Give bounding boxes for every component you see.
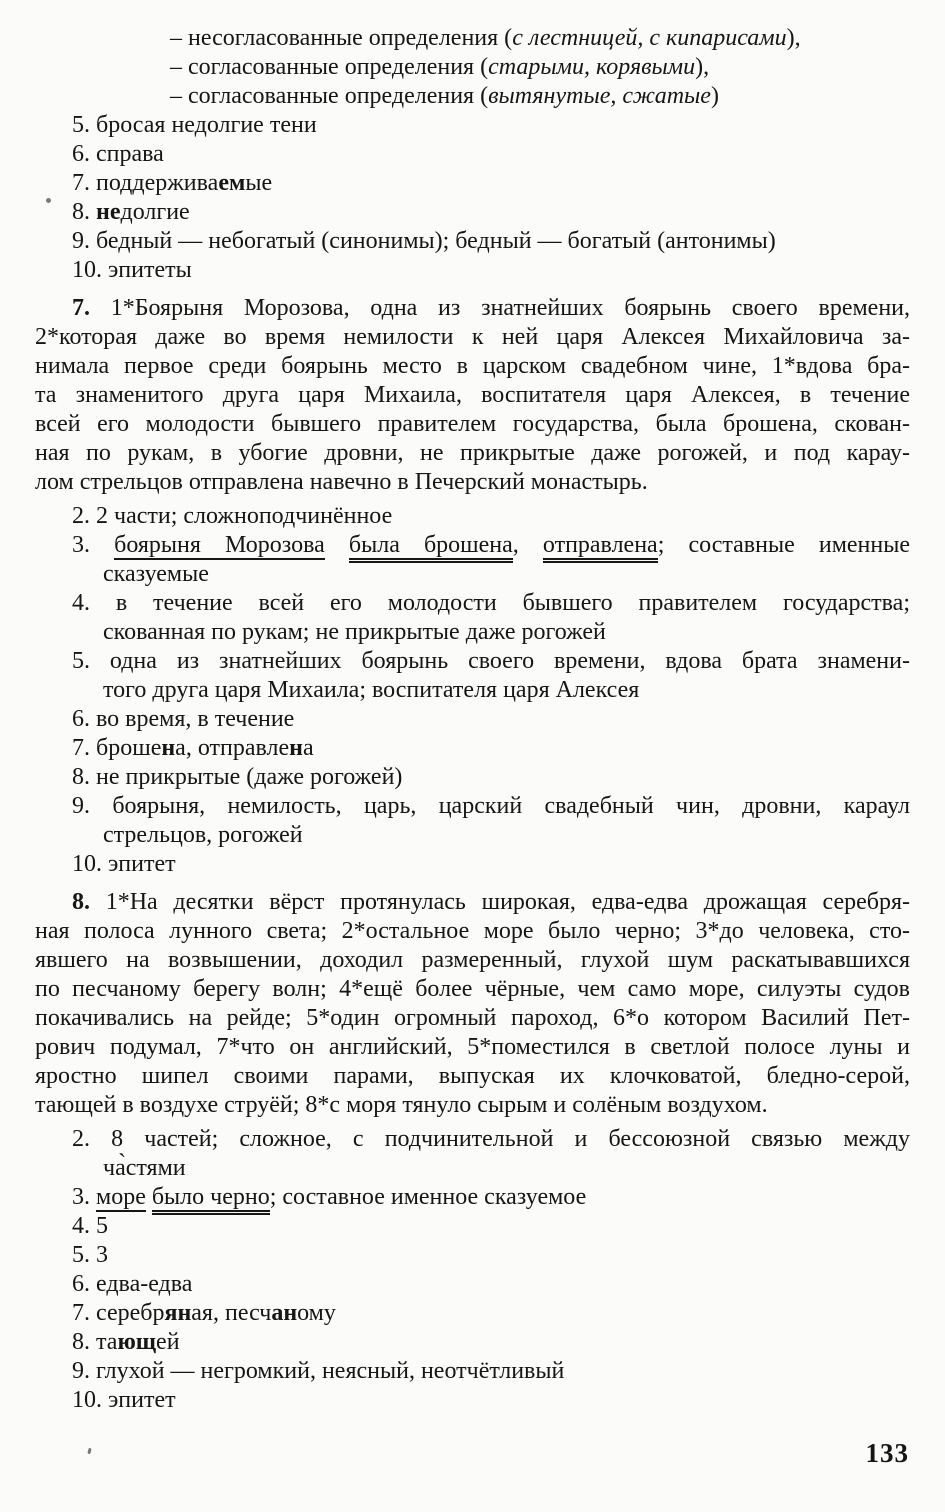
text-segment: 5. одна из знатнейших боярынь своего времени, вдова брата знамени- bbox=[72, 648, 910, 674]
text-line bbox=[35, 1328, 910, 1357]
text-segment: 7. броше bbox=[72, 735, 162, 761]
text-line bbox=[35, 734, 910, 763]
text-line bbox=[35, 618, 910, 647]
text-segment: 4. 5 bbox=[72, 1213, 108, 1239]
page-number: 133 bbox=[865, 1438, 909, 1468]
text-segment: явшего на возвышении, доходил размеренный, глухой шум раскатывавшихся bbox=[35, 947, 910, 973]
text-line bbox=[35, 410, 910, 439]
scan-speck bbox=[87, 1448, 91, 1455]
text-segment: вытянутые, сжатые bbox=[488, 83, 711, 109]
scan-speck bbox=[46, 198, 51, 203]
text-segment: 2. 8 частей; сложное, с подчинительной и бессоюзной связью между bbox=[72, 1126, 910, 1152]
text-segment: ), bbox=[786, 25, 801, 51]
text-line bbox=[35, 946, 910, 975]
text-segment: та знаменитого друга царя Михаила, воспитателя царя Алексея, в течение bbox=[35, 382, 910, 408]
text-line bbox=[35, 1091, 910, 1120]
text-segment: отправлена bbox=[543, 532, 658, 563]
text-segment: ; составные именные bbox=[657, 532, 911, 558]
text-segment: 2. 2 части; сложноподчинённое bbox=[72, 503, 393, 529]
text-segment: 3. bbox=[72, 532, 115, 558]
text-line bbox=[35, 1270, 910, 1299]
dash-definitions-list bbox=[35, 24, 910, 111]
text-segment: 8. bbox=[72, 889, 106, 915]
text-segment: ая, песч bbox=[191, 1300, 272, 1326]
exercise-8-answer-list bbox=[35, 1125, 910, 1415]
text-line bbox=[35, 502, 910, 531]
text-segment: ча̀стями bbox=[103, 1155, 186, 1181]
text-line bbox=[35, 468, 910, 497]
text-segment: 10. эпитет bbox=[72, 851, 176, 877]
text-segment: тающей в воздухе струёй; 8*с моря тянуло сырым и солёным воздухом. bbox=[35, 1092, 768, 1118]
text-line bbox=[35, 111, 910, 140]
text-line bbox=[35, 647, 910, 676]
text-segment: ющ bbox=[117, 1329, 157, 1355]
text-line bbox=[35, 1004, 910, 1033]
text-segment: 6. во время, в течение bbox=[72, 706, 295, 732]
text-segment: рович подумал, 7*что он английский, 5*поместился в светлой полосе луны и bbox=[35, 1034, 910, 1060]
text-segment: ная по рукам, в убогие дровни, не прикрытые даже рогожей, и под карау- bbox=[35, 440, 910, 466]
text-line bbox=[35, 888, 910, 917]
text-segment: было черно bbox=[152, 1184, 270, 1215]
text-segment: ), bbox=[695, 54, 710, 80]
text-segment: 7. серебр bbox=[72, 1300, 165, 1326]
text-segment: – несогласованные определения ( bbox=[170, 25, 513, 51]
text-segment: старыми, корявыми bbox=[488, 54, 696, 80]
text-line bbox=[35, 917, 910, 946]
text-segment: ем bbox=[218, 170, 246, 196]
text-line bbox=[35, 169, 910, 198]
text-segment: ная полоса лунного света; 2*остальное море было черно; 3*до человека, сто- bbox=[35, 918, 910, 944]
text-line bbox=[35, 792, 910, 821]
text-segment: сказуемые bbox=[103, 561, 209, 587]
exercise-7-restored-text bbox=[35, 294, 910, 497]
text-line bbox=[35, 352, 910, 381]
text-line bbox=[35, 1386, 910, 1415]
text-segment: ан bbox=[271, 1300, 298, 1326]
text-segment: 2*которая даже во время немилости к ней царя Алексея Михайловича за- bbox=[35, 324, 910, 350]
exercise-7-answer-list bbox=[35, 502, 910, 879]
text-line bbox=[35, 227, 910, 256]
text-segment: по песчаному берегу волн; 4*ещё более чёрные, чем само море, силуэты судов bbox=[35, 976, 910, 1002]
text-segment: того друга царя Михаила; воспитателя царя Алексея bbox=[103, 677, 640, 703]
text-segment: нимала первое среди боярынь место в царском свадебном чине, 1*вдова бра- bbox=[35, 353, 910, 379]
text-segment: – согласованные определения ( bbox=[170, 54, 489, 80]
text-segment: боярыня Морозова bbox=[114, 532, 325, 558]
text-segment: 5. 3 bbox=[72, 1242, 108, 1268]
text-segment: 7. bbox=[72, 295, 111, 321]
page-content bbox=[35, 24, 910, 1415]
text-line bbox=[35, 1062, 910, 1091]
text-segment: стрельцов, рогожей bbox=[103, 822, 303, 848]
text-segment: 6. едва-едва bbox=[72, 1271, 193, 1297]
text-segment: море bbox=[96, 1184, 146, 1210]
text-line bbox=[35, 676, 910, 705]
exercise-8-restored-text bbox=[35, 888, 910, 1120]
text-segment: ые bbox=[245, 170, 273, 196]
text-line bbox=[35, 560, 910, 589]
text-segment: покачивались на рейде; 5*один огромный пароход, 6*о котором Василий Пет- bbox=[35, 1005, 910, 1031]
text-line bbox=[35, 1154, 910, 1183]
text-line bbox=[35, 821, 910, 850]
text-line bbox=[35, 24, 910, 53]
text-segment: 10. эпитеты bbox=[72, 257, 192, 283]
answer-list-items-5-10 bbox=[35, 111, 910, 285]
text-segment: 5. бросая недолгие тени bbox=[72, 112, 317, 138]
text-segment: лом стрельцов отправлена навечно в Печерский монастырь. bbox=[35, 469, 648, 495]
text-segment: ; составное именное сказуемое bbox=[269, 1184, 587, 1210]
text-segment: ей bbox=[156, 1329, 180, 1355]
text-line bbox=[35, 294, 910, 323]
text-segment bbox=[325, 532, 349, 558]
text-segment: н bbox=[289, 735, 303, 761]
text-line bbox=[35, 1357, 910, 1386]
text-segment: долгие bbox=[120, 199, 190, 225]
text-segment: 9. бедный — небогатый (синонимы); бедный — богатый (антонимы) bbox=[72, 228, 776, 254]
text-segment: ) bbox=[710, 83, 719, 109]
text-segment: 8. bbox=[72, 199, 96, 225]
text-segment: ому bbox=[297, 1300, 336, 1326]
text-segment: , bbox=[512, 532, 543, 558]
text-line bbox=[35, 439, 910, 468]
text-line bbox=[35, 53, 910, 82]
text-line bbox=[35, 1241, 910, 1270]
text-line bbox=[35, 1125, 910, 1154]
text-line bbox=[35, 1212, 910, 1241]
text-segment: 1*На десятки вёрст протянулась широкая, едва-едва дрожащая серебря- bbox=[105, 889, 910, 915]
text-segment: скованная по рукам; не прикрытые даже рогожей bbox=[103, 619, 606, 645]
text-line bbox=[35, 589, 910, 618]
text-segment: 10. эпитет bbox=[72, 1387, 176, 1413]
text-line bbox=[35, 82, 910, 111]
text-segment: 9. боярыня, немилость, царь, царский свадебный чин, дровни, караул bbox=[72, 793, 910, 819]
text-segment: 4. в течение всей его молодости бывшего правителем государства; bbox=[72, 590, 910, 616]
text-segment: а, отправле bbox=[175, 735, 290, 761]
text-segment: 8. не прикрытые (даже рогожей) bbox=[72, 764, 403, 790]
text-line bbox=[35, 1299, 910, 1328]
text-segment: 8. та bbox=[72, 1329, 118, 1355]
text-line bbox=[35, 381, 910, 410]
text-line bbox=[35, 763, 910, 792]
text-segment: а bbox=[302, 735, 314, 761]
text-line bbox=[35, 1183, 910, 1212]
text-segment: ян bbox=[164, 1300, 192, 1326]
text-line bbox=[35, 140, 910, 169]
text-segment: не bbox=[96, 199, 121, 225]
text-line bbox=[35, 323, 910, 352]
text-segment: 9. глухой — негромкий, неясный, неотчётливый bbox=[72, 1358, 565, 1384]
text-line bbox=[35, 256, 910, 285]
text-line bbox=[35, 705, 910, 734]
text-segment: 3. bbox=[72, 1184, 96, 1210]
text-segment: н bbox=[161, 735, 176, 761]
text-segment: 7. поддержива bbox=[72, 170, 219, 196]
text-line bbox=[35, 975, 910, 1004]
text-line bbox=[35, 198, 910, 227]
text-segment: с лестницей, с кипарисами bbox=[512, 25, 787, 51]
text-segment: яростно шипел своими парами, выпуская их клочковатой, бледно-серой, bbox=[35, 1063, 910, 1089]
text-line bbox=[35, 850, 910, 879]
text-line bbox=[35, 1033, 910, 1062]
text-segment: была брошена bbox=[349, 532, 513, 563]
text-segment: 1*Боярыня Морозова, одна из знатнейших боярынь своего времени, bbox=[110, 295, 911, 321]
text-segment bbox=[146, 1184, 152, 1210]
text-segment: 6. справа bbox=[72, 141, 164, 167]
text-segment: – согласованные определения ( bbox=[170, 83, 489, 109]
text-line bbox=[35, 531, 910, 560]
text-segment: всей его молодости бывшего правителем государства, была брошена, скован- bbox=[35, 411, 910, 437]
